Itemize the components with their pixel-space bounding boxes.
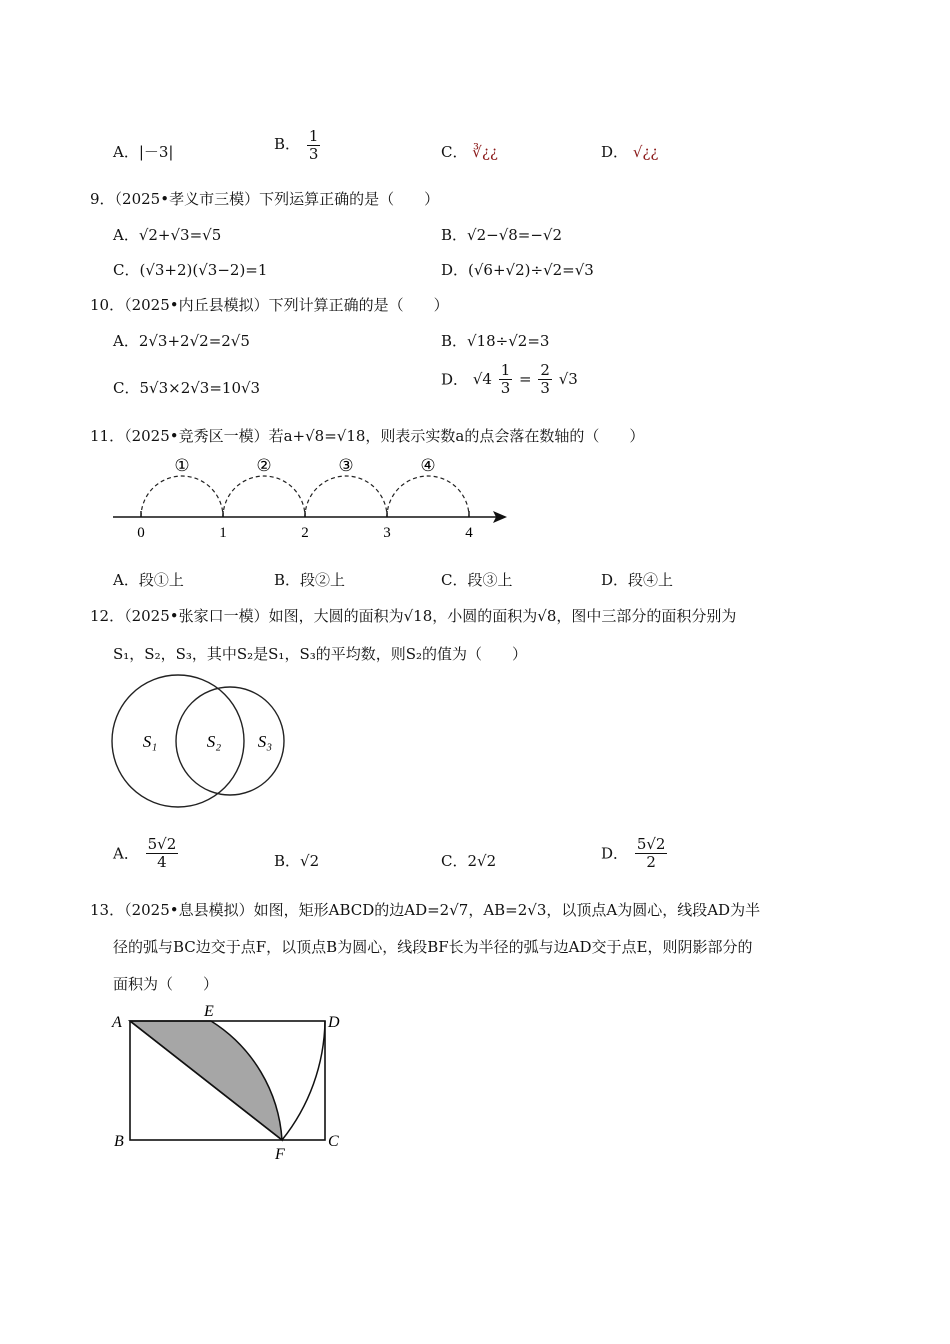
q8-option-c-label: C． — [441, 143, 468, 161]
q13-point-c: C — [328, 1133, 339, 1150]
q12-option-d — [601, 836, 669, 870]
q8-option-d-root: √¿¿ — [632, 143, 659, 161]
q12-d-denominator: 2 — [646, 852, 656, 871]
q12-a-denominator: 4 — [157, 852, 167, 871]
q11-arc-1 — [141, 476, 223, 517]
q13-point-e: E — [204, 1003, 214, 1020]
q11-option-a: A．段①上 — [113, 571, 184, 589]
q11-segment-label-1: ① — [174, 456, 190, 475]
q12-d-label: D． — [601, 844, 629, 863]
q12-d-numerator: 5√2 — [636, 835, 666, 853]
q10-d-den2: 3 — [540, 378, 550, 397]
q10-option-d — [441, 362, 578, 396]
q12-option-c: C．2√2 — [441, 852, 497, 870]
q12-option-a — [113, 836, 180, 870]
q11-stem: 11．（2025•竞秀区一模）若a+√8=√18，则表示实数a的点会落在数轴的（ ） — [90, 427, 645, 445]
q11-arc-2 — [223, 476, 305, 517]
q9-option-a: A．√2+√3=√5 — [113, 226, 222, 244]
q10-stem: 10．（2025•内丘县模拟）下列计算正确的是（ ） — [90, 296, 449, 314]
q11-tick-marks — [141, 511, 469, 517]
q10-d-fraction-1 — [499, 362, 513, 396]
q11-arc-3 — [305, 476, 387, 517]
q12-label-s3: S₃ — [257, 732, 273, 751]
q11-arcs — [141, 476, 469, 517]
q11-tick-label-3: 3 — [383, 525, 391, 541]
q11-segment-label-4: ④ — [420, 456, 436, 475]
q10-option-a: A．2√3+2√2=2√5 — [113, 332, 250, 350]
q13-point-f: F — [275, 1146, 285, 1163]
q10-d-den1: 3 — [500, 378, 511, 397]
q9-option-b: B．√2−√8=−√2 — [441, 226, 563, 244]
q12-a-label: A． — [113, 844, 139, 863]
q12-label-s2: S₂ — [206, 732, 222, 751]
q11-tick-label-1: 1 — [219, 525, 227, 541]
q10-d-tail: √3 — [558, 370, 578, 388]
q12-option-b: B．√2 — [274, 852, 320, 870]
q9-option-c: C．(√3+2)(√3−2)=1 — [113, 261, 268, 279]
q10-d-label: D． — [441, 370, 469, 389]
q12-a-numerator: 5√2 — [147, 835, 177, 853]
q8-option-c-root: ∛¿¿ — [472, 143, 498, 161]
q10-d-equals: = — [519, 370, 532, 388]
q11-segment-label-3: ③ — [338, 456, 354, 475]
q9-stem: 9．（2025•孝义市三模）下列运算正确的是（ ） — [90, 190, 440, 208]
q12-circles-figure — [108, 672, 288, 810]
q11-number-line-figure — [105, 450, 520, 550]
q11-arc-4 — [387, 476, 469, 517]
q8-b-denominator: 3 — [308, 144, 319, 163]
q8-option-d-label: D． — [601, 143, 629, 161]
q10-option-b: B．√18÷√2=3 — [441, 332, 550, 350]
q11-segment-label-2: ② — [256, 456, 272, 475]
q11-option-c: C．段③上 — [441, 571, 513, 589]
q12-d-fraction — [635, 836, 668, 870]
q11-tick-label-0: 0 — [137, 525, 145, 541]
q8-option-d — [601, 141, 658, 162]
q13-stem-line-2: 径的弧与BC边交于点F，以顶点B为圆心，线段BF长为半径的弧与边AD交于点E，则阴影部分的 — [113, 938, 753, 956]
q13-rectangle-figure — [108, 1000, 353, 1165]
q11-option-d: D．段④上 — [601, 571, 674, 589]
q12-label-s1: S₁ — [142, 732, 158, 751]
q11-option-b: B．段②上 — [274, 571, 346, 589]
q12-stem-line-2: S₁，S₂，S₃，其中S₂是S₁，S₃的平均数，则S₂的值为（ ） — [113, 645, 528, 663]
q13-point-a: A — [112, 1014, 122, 1031]
q8-option-b-fraction — [307, 128, 321, 162]
q10-option-c: C．5√3×2√3=10√3 — [113, 379, 261, 397]
q8-option-b — [274, 128, 322, 162]
q10-d-num2: 2 — [540, 361, 550, 379]
q9-option-d: D．(√6+√2)÷√2=√3 — [441, 261, 594, 279]
q13-point-b: B — [114, 1133, 124, 1150]
q11-tick-label-4: 4 — [465, 525, 473, 541]
q10-d-num1: 1 — [500, 361, 511, 379]
q12-large-circle — [112, 675, 244, 807]
q8-option-b-label: B． — [274, 135, 301, 153]
q10-d-fraction-2 — [538, 362, 552, 396]
q8-option-c — [441, 141, 498, 162]
q11-tick-label-2: 2 — [301, 525, 309, 541]
q8-b-numerator: 1 — [308, 127, 319, 145]
q13-arc-df — [282, 1021, 325, 1140]
q8-option-a: A．|－3| — [113, 143, 174, 161]
q12-a-fraction — [146, 836, 179, 870]
q13-point-d: D — [328, 1014, 340, 1031]
q13-stem-line-3: 面积为（ ） — [113, 975, 219, 993]
q13-stem-line-1: 13．（2025•息县模拟）如图，矩形ABCD的边AD=2√7，AB=2√3，以顶点A为圆心，线段AD为半 — [90, 901, 761, 919]
q12-stem-line-1: 12．（2025•张家口一模）如图，大圆的面积为√18，小圆的面积为√8，图中三部分的面积分别为 — [90, 607, 737, 625]
q10-d-whole: √4 — [472, 370, 492, 388]
